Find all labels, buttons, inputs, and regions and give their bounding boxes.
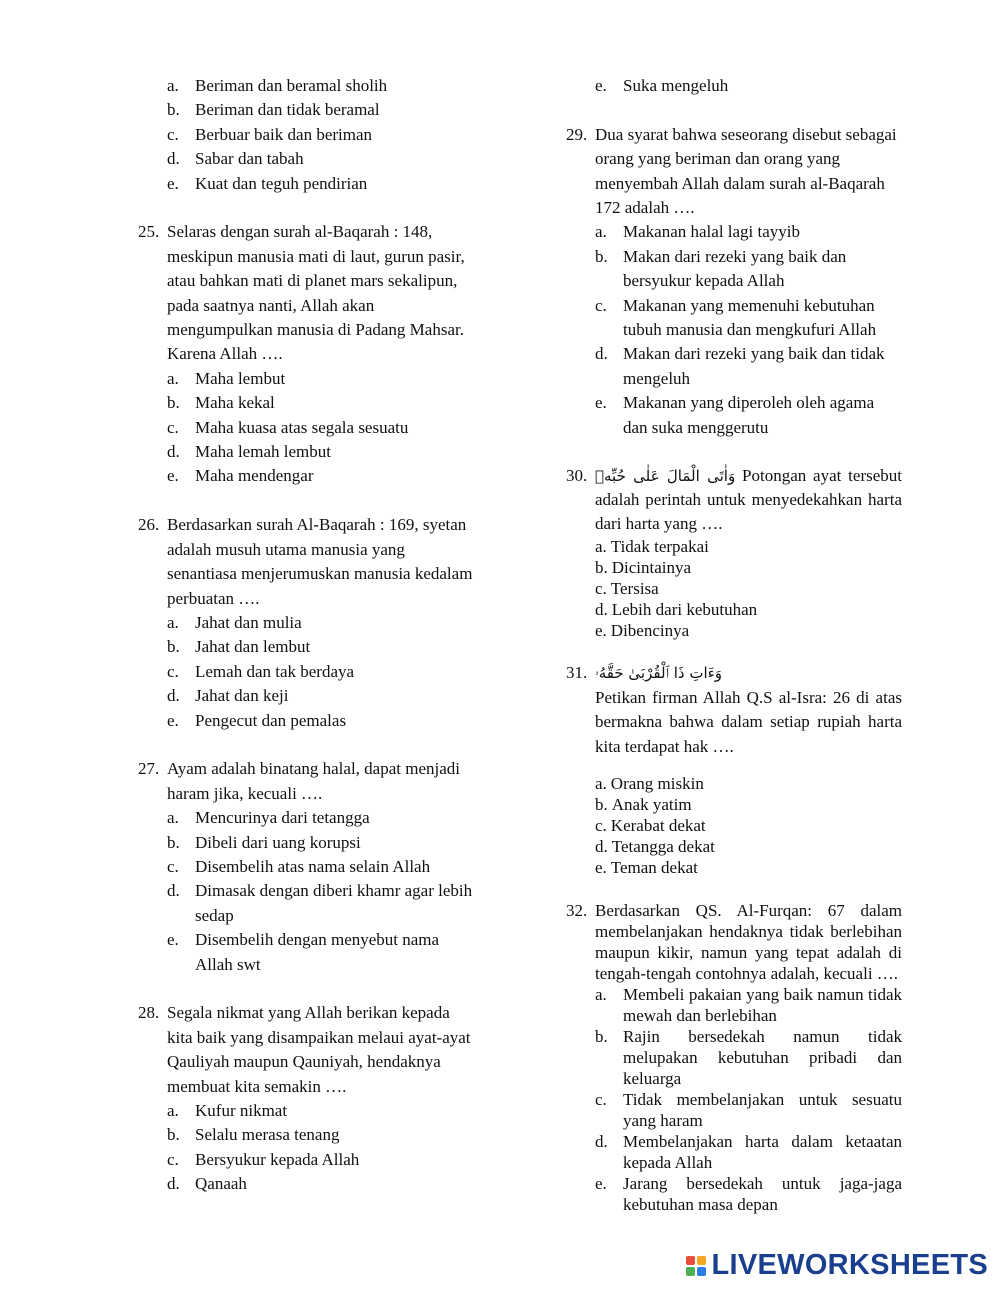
question-27-options <box>138 806 478 977</box>
option-32c[interactable]: c. Tidak membelanjakan untuk sesuatu yang haram <box>595 1090 902 1131</box>
question-31 <box>566 661 902 878</box>
question-number: 27. <box>138 759 160 779</box>
question-24-continued <box>138 74 478 196</box>
option-29a[interactable]: a. Makanan halal lagi tayyib <box>595 222 801 242</box>
option-26c[interactable]: c. Lemah dan tak berdaya <box>167 661 355 681</box>
option-24b[interactable]: b. Beriman dan tidak beramal <box>167 100 380 120</box>
option-27b[interactable]: b. Dibeli dari uang korupsi <box>167 832 361 852</box>
option-28a[interactable]: a. Kufur nikmat <box>167 1101 288 1120</box>
liveworksheets-logo[interactable] <box>686 1249 989 1282</box>
option-26e[interactable]: e. Pengecut dan pemalas <box>167 710 347 730</box>
logo-square-blue <box>697 1267 706 1276</box>
option-24c[interactable]: c. Berbuar baik dan beriman <box>167 124 373 144</box>
option-29c[interactable]: c. Makanan yang memenuhi kebutuhan tubuh manusia dan mengkufuri Allah <box>595 295 877 340</box>
option-30b[interactable]: b. Dicintainya <box>595 558 692 578</box>
option-25b[interactable]: b. Maha kekal <box>167 393 275 413</box>
option-28e[interactable]: e. Suka mengeluh <box>595 76 729 95</box>
option-32b[interactable]: b. Rajin bersedekah namun tidak melupakan kebutuhan pribadi dan keluarga <box>595 1027 902 1089</box>
option-28d[interactable]: d. Qanaah <box>167 1174 247 1194</box>
question-31-options <box>566 773 902 878</box>
option-31d[interactable]: d. Tetangga dekat <box>595 837 715 857</box>
question-25 <box>138 220 478 488</box>
option-29b[interactable]: b. Makan dari rezeki yang baik dan bersyukur kepada Allah <box>595 246 847 291</box>
option-27c[interactable]: c. Disembelih atas nama selain Allah <box>167 856 431 876</box>
option-26b[interactable]: b. Jahat dan lembut <box>167 637 311 657</box>
question-26 <box>138 513 478 733</box>
option-30e[interactable]: e. Dibencinya <box>595 621 690 641</box>
option-32d[interactable]: d. Membelanjakan harta dalam ketaatan kepada Allah <box>595 1132 902 1173</box>
option-31b[interactable]: b. Anak yatim <box>595 795 692 815</box>
option-30d[interactable]: d. Lebih dari kebutuhan <box>595 600 758 620</box>
arabic-verse: وَءَاتِ ذَا ٱلْقُرْبَىٰ حَقَّهُۥ <box>595 664 722 683</box>
question-27 <box>138 757 478 977</box>
option-32e[interactable]: e. Jarang bersedekah untuk jaga-jaga kebutuhan masa depan <box>595 1174 902 1215</box>
question-text: Ayam adalah binatang halal, dapat menjadi haram jika, kecuali …. <box>167 759 460 803</box>
left-column <box>138 74 478 1197</box>
question-number: 30. <box>566 466 588 486</box>
question-26-options <box>138 611 478 733</box>
option-25a[interactable]: a. Maha lembut <box>167 368 286 388</box>
question-text: Berdasarkan surah Al-Baqarah : 169, syetan adalah musuh utama manusia yang senantiasa menjerumuskan manusia kedalam perbuatan …. <box>167 515 473 608</box>
question-28-options-continued <box>566 74 902 98</box>
option-32a[interactable]: a. Membeli pakaian yang baik namun tidak mewah dan berlebihan <box>595 985 902 1026</box>
option-25e[interactable]: e. Maha mendengar <box>167 466 314 486</box>
question-32-options <box>566 984 902 1215</box>
logo-square-orange <box>697 1256 706 1265</box>
question-text: Potongan ayat tersebut adalah perintah untuk menyedekahkan harta dari harta yang …. <box>595 466 902 534</box>
option-30c[interactable]: c. Tersisa <box>595 579 659 599</box>
option-28c[interactable]: c. Bersyukur kepada Allah <box>167 1149 360 1169</box>
option-31c[interactable]: c. Kerabat dekat <box>595 816 706 836</box>
option-28b[interactable]: b. Selalu merasa tenang <box>167 1125 340 1145</box>
question-30 <box>566 464 902 641</box>
option-29e[interactable]: e. Makanan yang diperoleh oleh agama dan suka menggerutu <box>595 393 875 437</box>
question-24-options <box>138 74 478 196</box>
logo-text: LIVEWORKSHEETS <box>711 1249 988 1281</box>
question-text: Dua syarat bahwa seseorang disebut sebagai orang yang beriman dan orang yang menyembah Allah dalam surah al-Baqarah 172 adalah …. <box>595 124 897 218</box>
option-31e[interactable]: e. Teman dekat <box>595 858 698 878</box>
question-29-options <box>566 220 902 440</box>
question-number: 26. <box>138 515 160 535</box>
question-28-options <box>138 1099 478 1197</box>
question-number: 28. <box>138 1003 160 1023</box>
question-number: 31. <box>566 663 588 683</box>
option-29d[interactable]: d. Makan dari rezeki yang baik dan tidak mengeluh <box>595 344 885 388</box>
option-25d[interactable]: d. Maha lemah lembut <box>167 442 331 462</box>
option-30a[interactable]: a. Tidak terpakai <box>595 537 709 557</box>
question-28 <box>138 1001 478 1196</box>
question-29 <box>566 123 902 440</box>
question-32 <box>566 900 902 1215</box>
option-24d[interactable]: d. Sabar dan tabah <box>167 149 304 169</box>
question-text: Berdasarkan QS. Al-Furqan: 67 dalam membelanjakan hendaknya tidak berlebihan maupun kikir, namun yang tepat adalah di tengah-tengah contohnya adalah, kecuali …. <box>595 901 902 984</box>
option-24a[interactable]: a. Beriman dan beramal sholih <box>167 76 388 95</box>
question-text: Petikan firman Allah Q.S al-Isra: 26 di atas bermakna bahwa dalam setiap rupiah harta kita terdapat hak …. <box>595 687 902 756</box>
option-27a[interactable]: a. Mencurinya dari tetangga <box>167 808 370 828</box>
right-column <box>566 74 902 1215</box>
question-text: Segala nikmat yang Allah berikan kepada kita baik yang disampaikan melaui ayat-ayat Qauliyah maupun Qauniyah, hendaknya membuat kita semakin …. <box>167 1003 471 1096</box>
logo-square-red <box>686 1256 695 1265</box>
question-number: 29. <box>566 124 588 144</box>
question-text: Selaras dengan surah al-Baqarah : 148, meskipun manusia mati di laut, gurun pasir, atau bahkan mati di planet mars sekalipun, pada saatnya nanti, Allah akan mengumpulkan manusia di Padang Mahsar. Karena Allah …. <box>167 222 465 364</box>
question-25-options <box>138 367 478 489</box>
question-number: 25. <box>138 222 160 242</box>
option-24e[interactable]: e. Kuat dan teguh pendirian <box>167 173 368 193</box>
option-31a[interactable]: a. Orang miskin <box>595 774 704 794</box>
question-30-options <box>566 536 902 641</box>
option-25c[interactable]: c. Maha kuasa atas segala sesuatu <box>167 417 409 437</box>
option-26d[interactable]: d. Jahat dan keji <box>167 686 289 706</box>
option-27d[interactable]: d. Dimasak dengan diberi khamr agar lebih sedap <box>167 881 473 925</box>
arabic-verse: وَاٰتَى الْمَالَ عَلٰى حُبِّهٖ <box>595 467 736 486</box>
liveworksheets-logo-icon <box>686 1256 706 1276</box>
question-number: 32. <box>566 901 588 921</box>
logo-square-green <box>686 1267 695 1276</box>
option-27e[interactable]: e. Disembelih dengan menyebut nama Allah swt <box>167 930 440 974</box>
option-26a[interactable]: a. Jahat dan mulia <box>167 612 302 632</box>
